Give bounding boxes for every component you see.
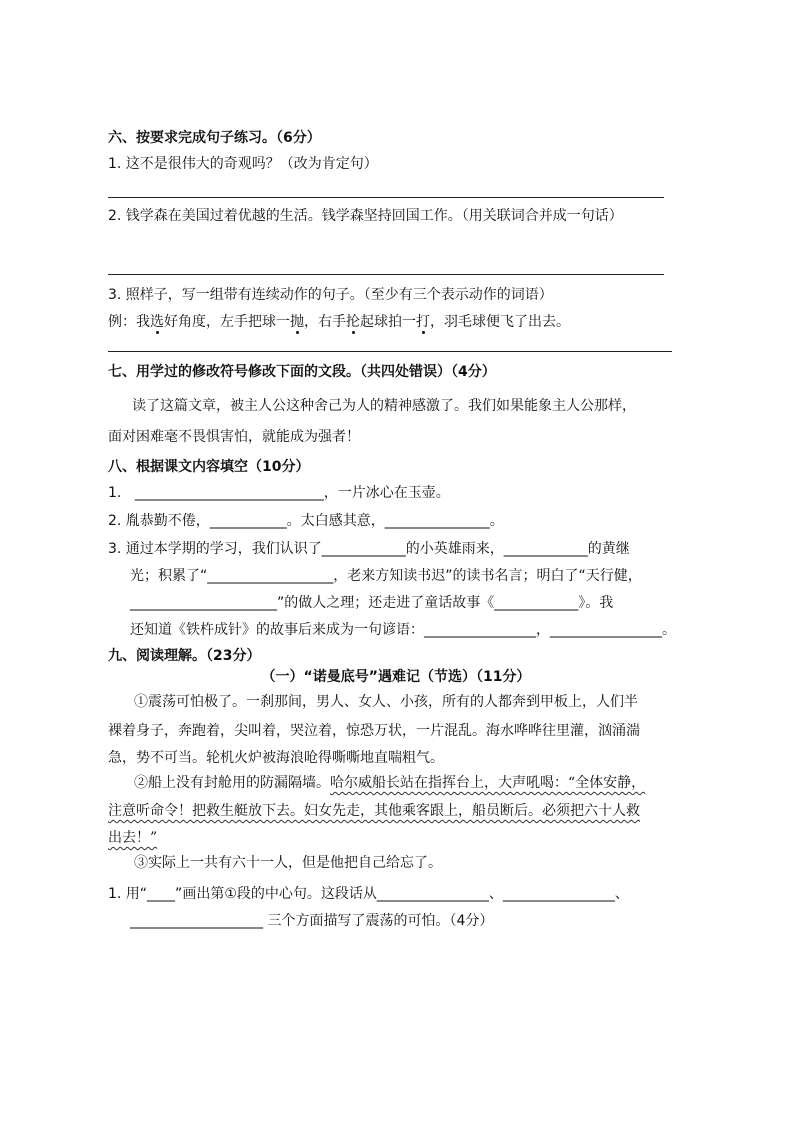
- section-9-title: 九、阅读理解。（23分）: [108, 648, 261, 664]
- reading-paragraph-1-line-3: 急，势不可当。轮机火炉被海浪呛得嘶嘶地直喘粗气。: [108, 750, 444, 766]
- reading-question-1-line-1: 1. 用“____”画出第①段的中心句。这段话从________________、________________、: [108, 886, 629, 902]
- sec7-passage-line-1: 读了这篇文章，被主人公这种舍己为人的精神感激了。我们如果能象主人公那样，: [132, 398, 636, 414]
- reading-paragraph-1-line-2: 裸着身子，奔跑着，尖叫着，哭泣着，惊恐万状，一片混乱。海水哗哗往里灌，汹涌湍: [108, 723, 640, 739]
- answer-line-1[interactable]: [108, 197, 664, 198]
- sec8-question-3-line-4: 还知道《铁杵成针》的故事后来成为一句谚语：________________，________________。: [130, 622, 676, 638]
- section-7-title: 七、用学过的修改符号修改下面的文段。（共四处错误）（4分）: [108, 364, 496, 380]
- sec8-question-1: 1. ___________________________，一片冰心在玉壶。: [108, 485, 450, 501]
- sec8-question-3-line-2: 光；积累了“__________________，老来方知读书迟”的读书名言；明白了“天行健，: [130, 568, 642, 584]
- sec8-question-3-line-1: 3. 通过本学期的学习，我们认识了____________的小英雄雨来，____________的黄继: [108, 541, 630, 557]
- sec7-passage-line-2: 面对困难毫不畏惧害怕，就能成为强者！: [108, 429, 360, 445]
- sec6-question-3: 3. 照样子，写一组带有连续动作的句子。（至少有三个表示动作的词语）: [108, 287, 553, 303]
- reading-subtitle: （一）“诺曼底号”遇难记（节选）（11分）: [261, 669, 531, 685]
- sec6-question-2: 2. 钱学森在美国过着优越的生活。钱学森坚持回国工作。（用关联词合并成一句话）: [108, 208, 623, 224]
- answer-line-2[interactable]: [108, 274, 664, 275]
- reading-question-1-line-2: ___________________ 三个方面描写了震荡的可怕。（4分）: [130, 913, 494, 929]
- section-6-title: 六、按要求完成句子练习。（6分）: [108, 130, 321, 146]
- sec8-question-3-line-3: _____________________”的做人之理；还走进了童话故事《____________》。我: [130, 595, 614, 611]
- reading-paragraph-2-line-3: 出去！”: [108, 830, 158, 846]
- answer-line-3[interactable]: [108, 351, 672, 352]
- reading-paragraph-3: ③实际上一共有六十一人，但是他把自己给忘了。: [134, 855, 442, 871]
- reading-paragraph-1-line-1: ①震荡可怕极了。一刹那间，男人、女人、小孩，所有的人都奔到甲板上，人们半: [134, 694, 638, 710]
- sec6-question-1: 1. 这不是很伟大的奇观吗？（改为肯定句）: [108, 156, 378, 172]
- section-8-title: 八、根据课文内容填空（10分）: [108, 459, 310, 475]
- reading-paragraph-2-line-1: ②船上没有封舱用的防漏隔墙。哈尔威船长站在指挥台上，大声吼喝：“全体安静，: [134, 775, 646, 791]
- reading-paragraph-2-line-2: 注意听命令！把救生艇放下去。妇女先走，其他乘客跟上，船员断后。必须把六十人救: [108, 803, 640, 819]
- sec8-question-2: 2. 胤恭勤不倦，___________。太白感其意，_______________。: [108, 513, 504, 529]
- sec6-example: 例：我选好角度，左手把球一抛，右手抡起球拍一打，羽毛球便飞了出去。: [108, 314, 570, 330]
